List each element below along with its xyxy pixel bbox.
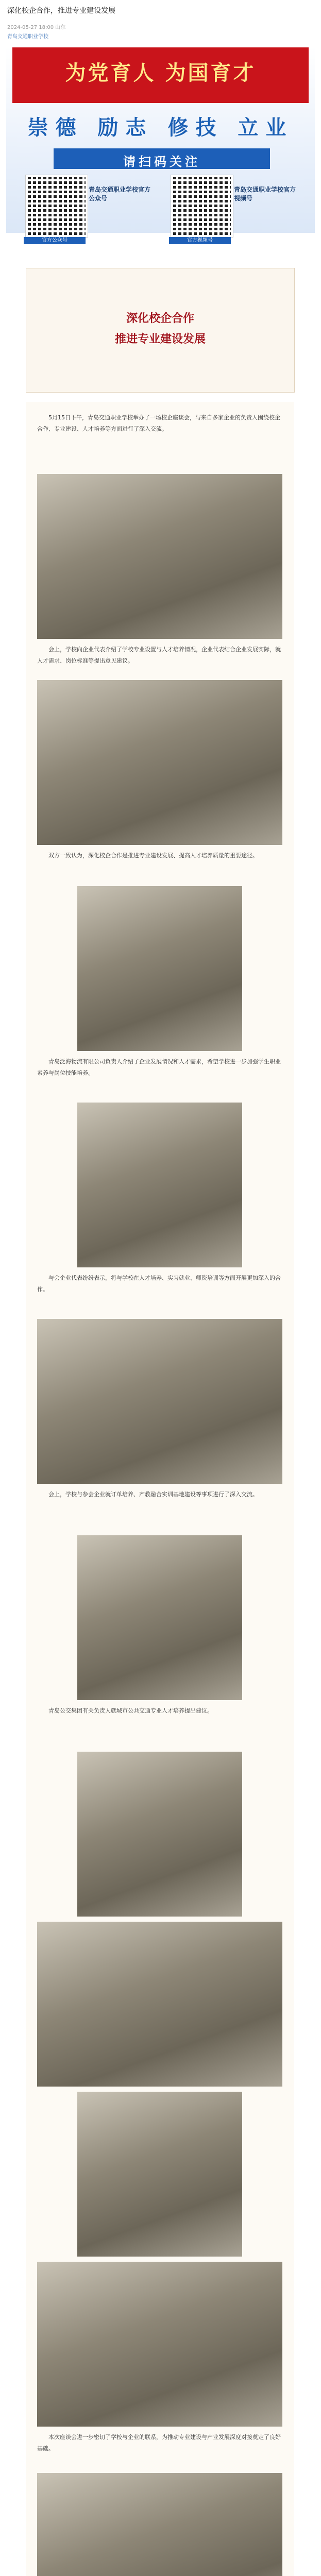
paragraph: 会上，学校与参会企业就订单培养、产教融合实训基地建设等事项进行了深入交流。 <box>48 1491 258 1498</box>
photo-meeting <box>37 1319 282 1484</box>
photo-meeting <box>37 2262 282 2427</box>
title-line-2: 推进专业建设发展 <box>114 333 206 346</box>
article-meta: 2024-05-27 18:00 山东 <box>7 25 66 30</box>
paragraph: 双方一致认为，深化校企合作是推进专业建设发展、提高人才培养质量的重要途径。 <box>48 852 258 859</box>
photo-speaker <box>77 1535 242 1700</box>
photo-meeting <box>37 1922 282 2087</box>
scan-bar <box>54 148 270 169</box>
paragraph: 本次座谈会进一步密切了学校与企业的联系，为推动专业建设与产业发展深度对接奠定了良好基础。 <box>37 2434 281 2452</box>
paragraph: 会上，学校向企业代表介绍了学校专业设置与人才培养情况，企业代表结合企业发展实际，就人才需求、岗位标准等提出意见建议。 <box>37 646 281 664</box>
title-line-1: 深化校企合作 <box>126 312 194 325</box>
article-title: 深化校企合作，推进专业建设发展 <box>7 7 115 15</box>
photo-speaker <box>77 2092 242 2257</box>
photo-speaker <box>77 886 242 1051</box>
paragraph: 青岛泛海物流有限公司负责人介绍了企业发展情况和人才需求，希望学校进一步加强学生职业素养与岗位技能培养。 <box>37 1058 281 1076</box>
paragraph: 与会企业代表纷纷表示，将与学校在人才培养、实习就业、师资培训等方面开展更加深入的合作。 <box>37 1275 281 1293</box>
account-link[interactable]: 青岛交通职业学校 <box>7 34 48 40</box>
photo-meeting <box>37 474 282 639</box>
title-card <box>26 268 295 393</box>
qr-code-official-account[interactable] <box>26 175 88 237</box>
paragraph: 青岛公交集团有关负责人就城市公共交通专业人才培养提出建议。 <box>48 1707 213 1714</box>
banner <box>6 47 315 243</box>
paragraph: 5月15日下午，青岛交通职业学校举办了一场校企座谈会，与来自多家企业的负责人围绕校企合作、专业建设、人才培养等方面进行了深入交流。 <box>37 414 280 432</box>
qr-label-video-account: 官方视频号 <box>169 237 231 244</box>
qr-label-official-account: 官方公众号 <box>24 237 86 244</box>
slogan: 为党育人 为国育才 <box>65 61 256 85</box>
slogan-band <box>12 47 309 103</box>
school-motto: 崇德 励志 修技 立业 <box>27 115 294 140</box>
photo-speaker <box>77 1752 242 1917</box>
photo-group <box>37 2473 282 2576</box>
photo-speaker <box>77 1103 242 1267</box>
qr-code-video-account[interactable] <box>171 175 233 237</box>
qr-caption-official-account: 青岛交通职业学校官方公众号 <box>89 186 151 202</box>
photo-meeting <box>37 680 282 845</box>
qr-caption-video-account: 青岛交通职业学校官方视频号 <box>234 186 296 202</box>
scan-label: 请扫码关注 <box>123 155 200 169</box>
article-body <box>26 402 294 2576</box>
